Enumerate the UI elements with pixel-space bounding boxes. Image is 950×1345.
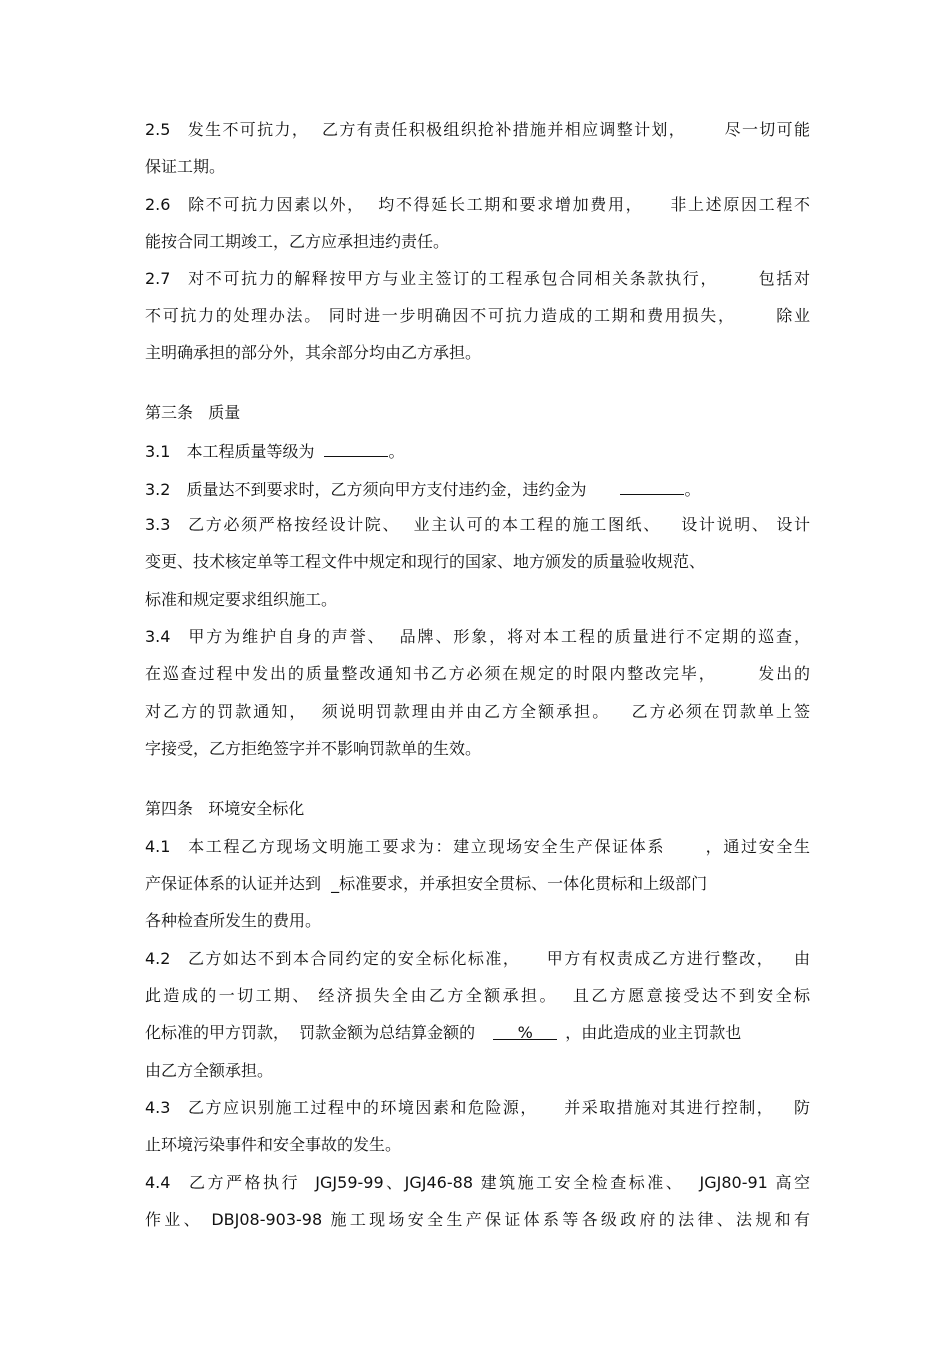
clause-number: 3.2 — [145, 480, 171, 499]
clause-number: 4.1 — [145, 837, 171, 856]
clause-2-5-line-1 — [145, 118, 810, 142]
clause-4-4-line-2: 作业、 DBJ08-903-98 施工现场安全生产保证体系等各级政府的法律、法规和有 — [145, 1210, 810, 1229]
clause-4-2-line-3 — [145, 1021, 810, 1045]
clause-4-3-line-2: 止环境污染事件和安全事故的发生。 — [145, 1135, 402, 1154]
clause-3-4-line-4: 字接受，乙方拒绝签字并不影响罚款单的生效。 — [145, 739, 482, 758]
article-3-heading: 第三条 质量 — [145, 403, 241, 422]
clause-2-6-line-2: 能按合同工期竣工，乙方应承担违约责任。 — [145, 232, 450, 251]
clause-number: 3.4 — [145, 627, 171, 646]
clause-text: 本工程质量等级为 — [186, 442, 315, 461]
clause-text: 除不可抗力因素以外， 均不得延长工期和要求增加费用， 非上述原因工程不 — [186, 195, 810, 214]
clause-number: 3.3 — [145, 515, 171, 534]
clause-2-7-line-3: 主明确承担的部分外，其余部分均由乙方承担。 — [145, 343, 482, 362]
clause-4-2-line-4: 由乙方全额承担。 — [145, 1061, 274, 1080]
clause-2-5-line-2: 保证工期。 — [145, 157, 226, 176]
clause-3-3-line-1 — [145, 513, 810, 537]
clause-number: 2.5 — [145, 120, 171, 139]
clause-3-1 — [145, 438, 810, 462]
clause-3-3-line-3: 标准和规定要求组织施工。 — [145, 590, 338, 609]
clause-4-1-line-3: 各种检查所发生的费用。 — [145, 911, 322, 930]
clause-text: 对不可抗力的解释按甲方与业主签订的工程承包合同相关条款执行， 包括对 — [186, 269, 810, 288]
clause-number: 2.7 — [145, 269, 171, 288]
clause-3-2 — [145, 476, 810, 500]
clause-tail: 。 — [388, 442, 405, 461]
article-4-heading: 第四条 环境安全标化 — [145, 799, 305, 818]
clause-3-4-line-2: 在巡查过程中发出的质量整改通知书乙方必须在规定的时限内整改完毕， 发出的 — [145, 664, 810, 683]
clause-4-2-line-1 — [145, 947, 810, 971]
penalty-amount-blank — [620, 476, 684, 495]
clause-4-1-line-2: 产保证体系的认证并达到 _标准要求，并承担安全贯标、一体化贯标和上级部门 — [145, 874, 708, 893]
clause-number: 3.1 — [145, 442, 171, 461]
clause-number: 2.6 — [145, 195, 171, 214]
clause-tail: 。 — [684, 480, 701, 499]
clause-text: 乙方应识别施工过程中的环境因素和危险源， 并采取措施对其进行控制， 防 — [186, 1098, 810, 1117]
clause-text: 化标准的甲方罚款， 罚款金额为总结算金额的 — [145, 1023, 476, 1042]
clause-3-4-line-3: 对乙方的罚款通知， 须说明罚款理由并由乙方全额承担。 乙方必须在罚款单上签 — [145, 702, 810, 721]
penalty-percent-blank — [493, 1021, 557, 1040]
clause-2-7-line-1 — [145, 267, 810, 291]
clause-3-3-line-2: 变更、技术核定单等工程文件中规定和现行的国家、地方颁发的质量验收规范、 — [145, 552, 706, 571]
quality-grade-blank — [324, 438, 388, 457]
clause-text: 甲方为维护自身的声誉、 品牌、形象，将对本工程的质量进行不定期的巡查， — [186, 627, 810, 646]
clause-2-7-line-2: 不可抗力的处理办法。 同时进一步明确因不可抗力造成的工期和费用损失， 除业 — [145, 306, 810, 325]
clause-text: 质量达不到要求时，乙方须向甲方支付违约金，违约金为 — [186, 480, 587, 499]
percent-sign: % — [517, 1023, 533, 1042]
clause-4-1-line-1 — [145, 835, 810, 859]
clause-4-2-line-2: 此造成的一切工期、 经济损失全由乙方全额承担。 且乙方愿意接受达不到安全标 — [145, 986, 810, 1005]
clause-number: 4.3 — [145, 1098, 171, 1117]
clause-text: ，由此造成的业主罚款也 — [565, 1023, 742, 1042]
clause-text: 乙方如达不到本合同约定的安全标化标准， 甲方有权责成乙方进行整改， 由 — [186, 949, 810, 968]
clause-text: 乙方必须严格按经设计院、 业主认可的本工程的施工图纸、 设计说明、 设计 — [186, 515, 810, 534]
clause-text: 本工程乙方现场文明施工要求为：建立现场安全生产保证体系 ，通过安全生 — [186, 837, 810, 856]
clause-3-4-line-1 — [145, 625, 810, 649]
clause-4-4-line-1 — [145, 1171, 810, 1195]
clause-text: 发生不可抗力， 乙方有责任积极组织抢补措施并相应调整计划， 尽一切可能 — [186, 120, 810, 139]
clause-4-3-line-1 — [145, 1096, 810, 1120]
clause-2-6-line-1 — [145, 193, 810, 217]
clause-number: 4.2 — [145, 949, 171, 968]
clause-number: 4.4 — [145, 1173, 171, 1192]
clause-text: 乙方严格执行 JGJ59-99、JGJ46-88 建筑施工安全检查标准、 JGJ80-91 高空 — [186, 1173, 810, 1192]
